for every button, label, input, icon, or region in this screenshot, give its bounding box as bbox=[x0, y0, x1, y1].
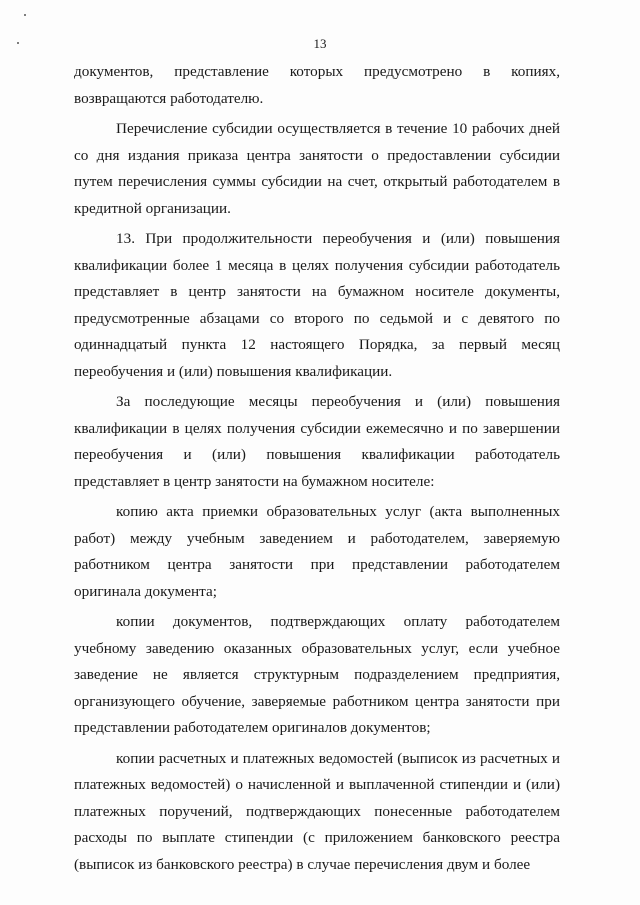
paragraph: 13. При продолжительности переобучения и (или) повышения квалификации более 1 месяца в целях получения субсидии работодатель представляет в центр занятости на бумажном носителе документы, предусмотренные абзацами со второго по седьмой и с девятого по одиннадцатый пункта 12 настоящего Порядка, за первый месяц переобучения и (или) повышения квалификации. bbox=[74, 230, 560, 380]
page-number: 13 bbox=[313, 36, 327, 51]
paragraph: копию акта приемки образовательных услуг (акта выполненных работ) между учебным заведением и работодателем, заверяемую работником центра занятости при представлении работодателем оригинала документа; bbox=[74, 503, 560, 600]
paragraph: документов, представление которых предусмотрено в копиях, возвращаются работодателю. bbox=[74, 63, 560, 107]
body-text bbox=[74, 59, 560, 882]
scan-speck bbox=[24, 14, 26, 16]
paragraph: копии расчетных и платежных ведомостей (выписок из расчетных и платежных ведомостей) о начисленной и выплаченной стипендии и (или) платежных поручений, подтверждающих понесенные работодателем расходы по выплате стипендии (с приложением банковского реестра (выписок из банковского реестра) в случае перечисления двум и более bbox=[74, 749, 560, 873]
paragraph: За последующие месяцы переобучения и (или) повышения квалификации в целях получения субсидии ежемесячно и по завершении переобучения и (или) повышения квалификации работодатель представляет в центр занятости на бумажном носителе: bbox=[74, 393, 560, 490]
paragraph: копии документов, подтверждающих оплату работодателем учебному заведению оказанных образовательных услуг, если учебное заведение не является структурным подразделением предприятия, организующего обучение, заверяемые работником центра занятости при представлении работодателем оригиналов документов; bbox=[74, 613, 560, 736]
paragraph: Перечисление субсидии осуществляется в течение 10 рабочих дней со дня издания приказа центра занятости о предоставлении субсидии путем перечисления суммы субсидии на счет, открытый работодателем в кредитной организации. bbox=[74, 120, 560, 217]
